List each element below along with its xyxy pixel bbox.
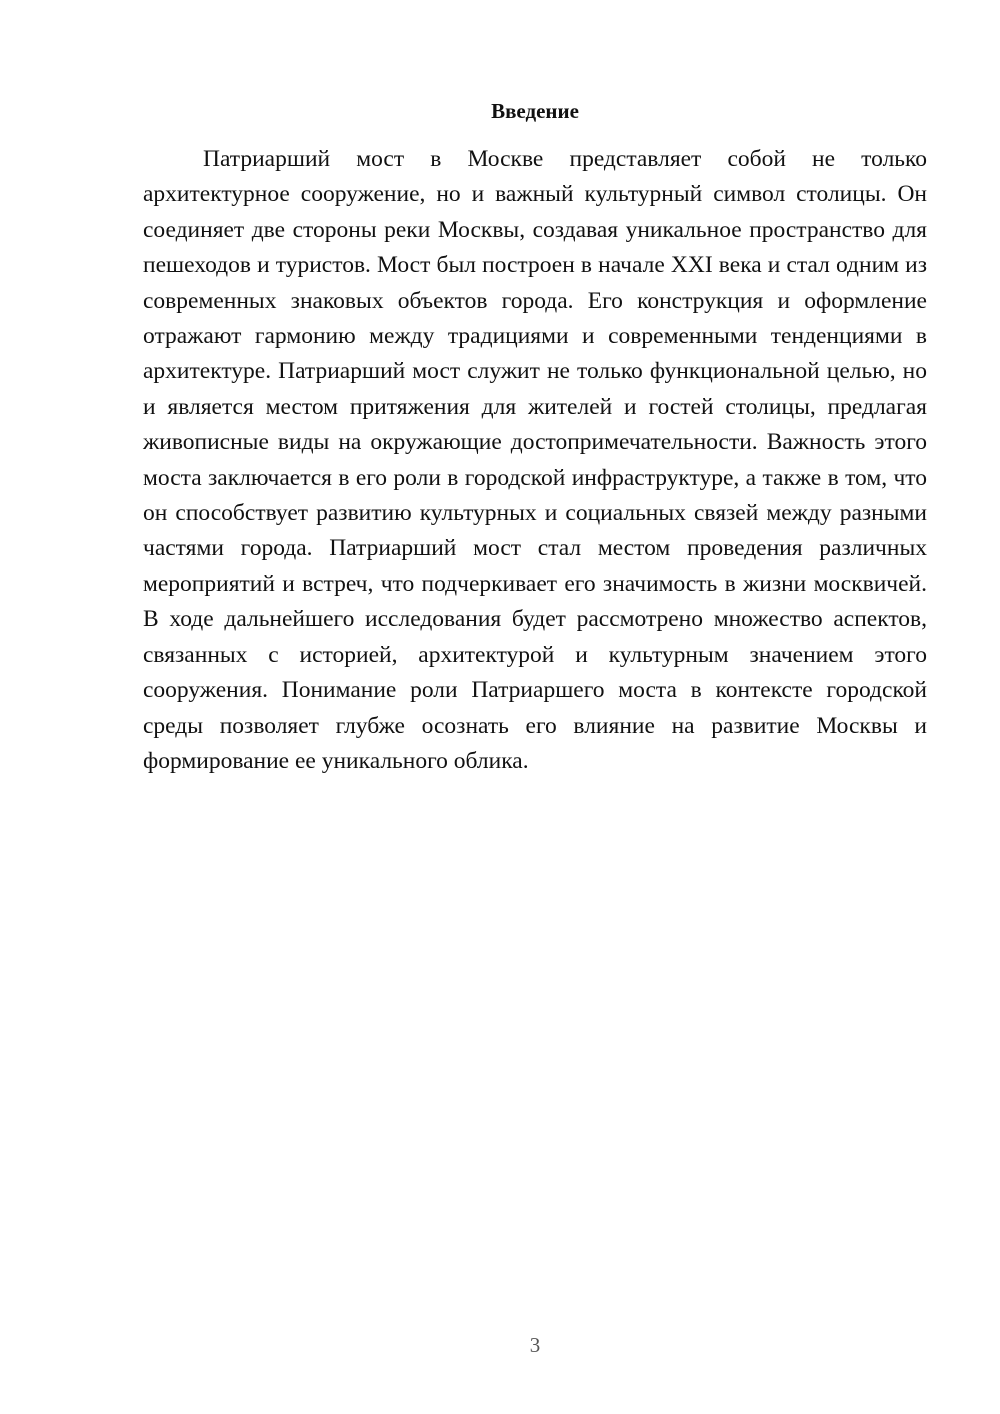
section-heading: Введение bbox=[491, 99, 579, 123]
page-number: 3 bbox=[529, 1333, 541, 1357]
body-paragraph: Патриарший мост в Москве представляет собой не только архитектурное сооружение, но и важный культурный символ столицы. Он соединяет две стороны реки Москвы, создавая уникальное пространство для пешеходов и туристов. Мост был построен в начале XXI века и стал одним из современных знаковых объектов города. Его конструкция и оформление отражают гармонию между традициями и современными тенденциями в архитектуре. Патриарший мост служит не только функциональной целью, но и является местом притяжения для жителей и гостей столицы, предлагая живописные виды на окружающие достопримечательности. Важность этого моста заключается в его роли в городской инфраструктуре, а также в том, что он способствует развитию культурных и социальных связей между разными частями города. Патриарший мост стал местом проведения различных мероприятий и встреч, что подчеркивает его значимость в жизни москвичей. В ходе дальнейшего исследования будет рассмотрено множество аспектов, связанных с историей, архитектурой и культурным значением этого сооружения. Понимание роли Патриаршего моста в контексте городской среды позволяет глубже осознать его влияние на развитие Москвы и формирование ее уникального облика. bbox=[143, 146, 927, 774]
